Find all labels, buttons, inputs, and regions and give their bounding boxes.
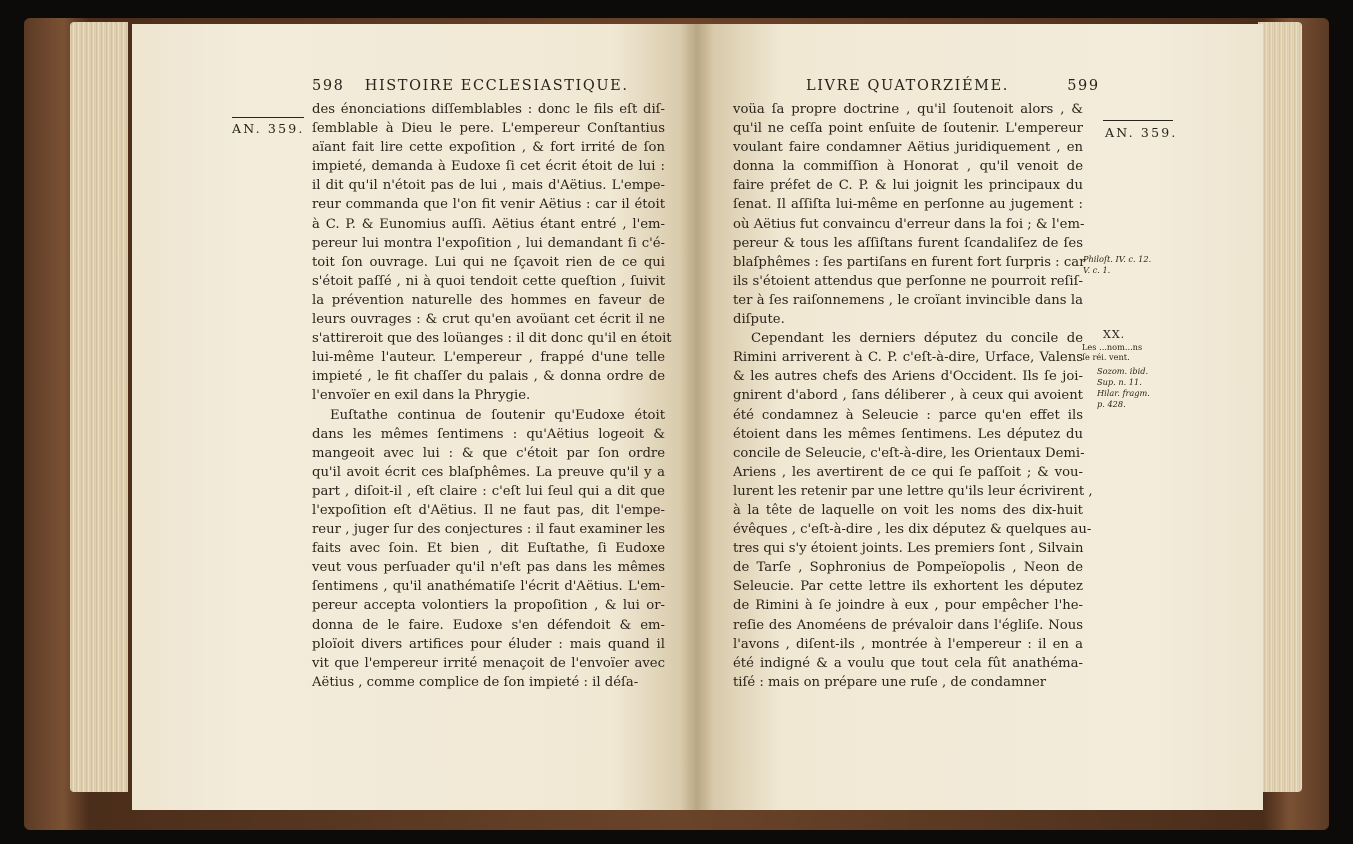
- margin-note-line: Sup. n. 11.: [1097, 377, 1142, 387]
- text-line: leurs ouvrages : & crut qu'en avoüant cet écrit il ne: [312, 312, 665, 328]
- text-line: l'envoïer en exil dans la Phrygie.: [312, 388, 531, 404]
- margin-note-line: Hilar. fragm.: [1097, 388, 1150, 398]
- text-line: qu'il ne ceſſa point enſuite de ſoutenir. L'empereur: [733, 121, 1083, 137]
- right-year-rule: [1103, 120, 1173, 121]
- section-number: XX.: [1103, 328, 1126, 341]
- right-folio: 599: [1067, 78, 1100, 94]
- text-line: diſpute.: [733, 312, 785, 328]
- text-line: des énonciations diſſemblables : donc le fils eſt diſ-: [312, 102, 665, 117]
- text-line: Seleucie. Par cette lettre ils exhortent les députez: [733, 579, 1083, 595]
- text-line: faits avec ſoin. Et bien , dit Euſtathe, ſi Eudoxe: [312, 541, 665, 557]
- left-running-head: [312, 78, 629, 94]
- margin-note-philostorgius: [1083, 254, 1151, 276]
- left-year-label: AN. 359.: [232, 121, 305, 136]
- text-line: pereur lui montra l'expoſition , lui demandant ſi c'é-: [312, 235, 665, 251]
- text-line: étoient dans les mêmes ſentimens. Les députez du: [733, 426, 1083, 442]
- margin-note-sozomen: [1097, 366, 1150, 410]
- text-line: pereur accepta volontiers la propoſition , & lui or-: [312, 598, 665, 614]
- margin-note-line: p. 428.: [1097, 399, 1126, 409]
- text-line: où Aëtius fut convaincu d'erreur dans la foi ; & l'em-: [733, 216, 1085, 232]
- right-running-head: [806, 78, 1100, 94]
- text-line: & les autres chefs des Ariens d'Occident. Ils ſe joi-: [733, 369, 1083, 385]
- margin-note-line: Philoſt. IV. c. 12.: [1083, 254, 1152, 264]
- text-line: de Rimini à ſe joindre à eux , pour empêcher l'he-: [733, 598, 1083, 614]
- text-line: pereur & tous les aſſiſtans furent ſcandaliſez de ſes: [733, 235, 1083, 251]
- text-line: concile de Seleucie, c'eſt-à-dire, les Orientaux Demi-: [733, 445, 1085, 461]
- margin-note-line: Sozom. ibid.: [1097, 366, 1149, 376]
- text-line: impieté , le fit chaſſer du palais , & donna ordre de: [312, 369, 665, 385]
- text-line: veut vous perſuader qu'il n'eſt pas dans les mêmes: [312, 560, 665, 576]
- text-line: qu'il avoit écrit ces blaſphêmes. La preuve qu'il y a: [312, 464, 665, 480]
- left-body-text: [312, 100, 672, 692]
- text-line: à la tête de laquelle on voit les noms des dix-huit: [733, 502, 1083, 518]
- text-line: blaſphêmes : ſes partiſans en furent fort ſurpris : car: [733, 254, 1086, 270]
- section-title: [1082, 342, 1142, 362]
- left-folio: 598: [312, 78, 345, 94]
- text-line: l'avons , diſent-ils , montrée à l'empereur : il en a: [733, 636, 1083, 652]
- text-line: gnirent d'abord , ſans déliberer , à ceux qui avoient: [733, 388, 1083, 404]
- right-page-edges: [1258, 22, 1302, 792]
- text-line: Aëtius , comme complice de ſon impieté : il déſa-: [312, 674, 639, 690]
- section-title-line: ſe réi. vent.: [1082, 352, 1130, 362]
- text-line: tiſé : mais on prépare une ruſe , de condamner: [733, 674, 1047, 690]
- text-line: Rimini arriverent à C. P. c'eſt-à-dire, Urface, Valens: [733, 350, 1083, 366]
- text-line: s'attireroit que des loüanges : il dit donc qu'il en étoit: [312, 331, 672, 347]
- text-line: ſemblable à Dieu le pere. L'empereur Conſtantius: [312, 121, 665, 137]
- text-line: Ariens , les avertirent de ce qui ſe paſſoit ; & vou-: [733, 464, 1083, 480]
- text-line: été indigné & a voulu que tout cela fût anathéma-: [733, 655, 1083, 671]
- section-title-line: Les ...nom...ns: [1082, 342, 1143, 352]
- text-line: ter à ſes raiſonnemens , le croïant invincible dans la: [733, 292, 1083, 308]
- text-line: ſentimens , qu'il anathématiſe l'écrit d'Aëtius. L'em-: [312, 579, 665, 595]
- text-line: aïant fait lire cette expoſition , & fort irrité de ſon: [312, 140, 665, 156]
- text-line: tres qui s'y étoient joints. Les premiers ſont , Silvain: [733, 541, 1084, 557]
- text-line: Cependant les derniers députez du concile de: [751, 331, 1083, 347]
- right-year-label: AN. 359.: [1105, 125, 1178, 140]
- text-line: ſenat. Il aſſiſta lui-même en perſonne au jugement :: [733, 197, 1083, 213]
- text-line: toit ſon ouvrage. Lui qui ne ſçavoit rien de ce qui: [312, 254, 665, 270]
- text-line: à C. P. & Eunomius auſſi. Aëtius étant entré , l'em-: [312, 216, 665, 232]
- text-line: part , diſoit-il , eſt claire : c'eſt lui ſeul qui a dit que: [312, 483, 665, 499]
- text-line: lurent les retenir par une lettre qu'ils leur écrivirent ,: [733, 483, 1093, 499]
- right-body-text: [733, 100, 1093, 692]
- text-line: vit que l'empereur irrité menaçoit de l'envoïer avec: [312, 655, 665, 671]
- text-line: de Tarſe , Sophronius de Pompeïopolis , Neon de: [733, 560, 1083, 576]
- text-line: ils s'étoient attendus que perſonne ne pourroit reſiſ-: [733, 273, 1083, 289]
- text-line: il dit qu'il n'étoit pas de lui , mais d'Aëtius. L'empe-: [312, 178, 665, 194]
- text-line: faire préfet de C. P. & lui joignit les principaux du: [733, 178, 1083, 194]
- right-running-title: LIVRE QUATORZIÉME.: [806, 78, 1009, 94]
- text-line: impieté, demanda à Eudoxe ſi cet écrit étoit de lui :: [312, 159, 665, 175]
- left-year-rule: [232, 117, 304, 118]
- text-line: voulant faire condamner Aëtius juridiquement , en: [733, 140, 1083, 156]
- text-line: l'expoſition eſt d'Aëtius. Il ne faut pas, dit l'empe-: [312, 502, 665, 518]
- text-line: été condamnez à Seleucie : parce qu'en effet ils: [733, 407, 1083, 423]
- text-line: voüa ſa propre doctrine , qu'il ſoutenoit alors , &: [733, 102, 1083, 117]
- left-running-title: HISTOIRE ECCLESIASTIQUE.: [364, 78, 629, 94]
- text-line: donna de le faire. Eudoxe s'en défendoit & em-: [312, 617, 665, 633]
- text-line: dans les mêmes ſentimens : qu'Aëtius logeoit &: [312, 426, 665, 442]
- text-line: donna la commiſſion à Honorat , qu'il venoit de: [733, 159, 1083, 175]
- margin-note-line: V. c. 1.: [1083, 265, 1111, 275]
- left-page-edges: [70, 22, 128, 792]
- text-line: s'étoit paſſé , ni à quoi tendoit cette queſtion , ſuivit: [312, 273, 665, 289]
- text-line: reſie des Anoméens de prévaloir dans l'égliſe. Nous: [733, 617, 1083, 633]
- text-line: mangeoit avec lui : & que c'étoit par ſon ordre: [312, 445, 665, 461]
- text-line: évêques , c'eſt-à-dire , les dix députez & quelques au-: [733, 522, 1092, 538]
- text-line: la prévention naturelle des hommes en faveur de: [312, 292, 665, 308]
- text-line: Euſtathe continua de ſoutenir qu'Eudoxe étoit: [330, 407, 665, 423]
- text-line: reur commanda que l'on fit venir Aëtius : car il étoit: [312, 197, 665, 213]
- text-line: ploïoit divers artifices pour éluder : mais quand il: [312, 636, 665, 652]
- text-line: lui-même l'auteur. L'empereur , frappé d'une telle: [312, 350, 665, 366]
- text-line: reur , juger ſur des conjectures : il faut examiner les: [312, 522, 665, 538]
